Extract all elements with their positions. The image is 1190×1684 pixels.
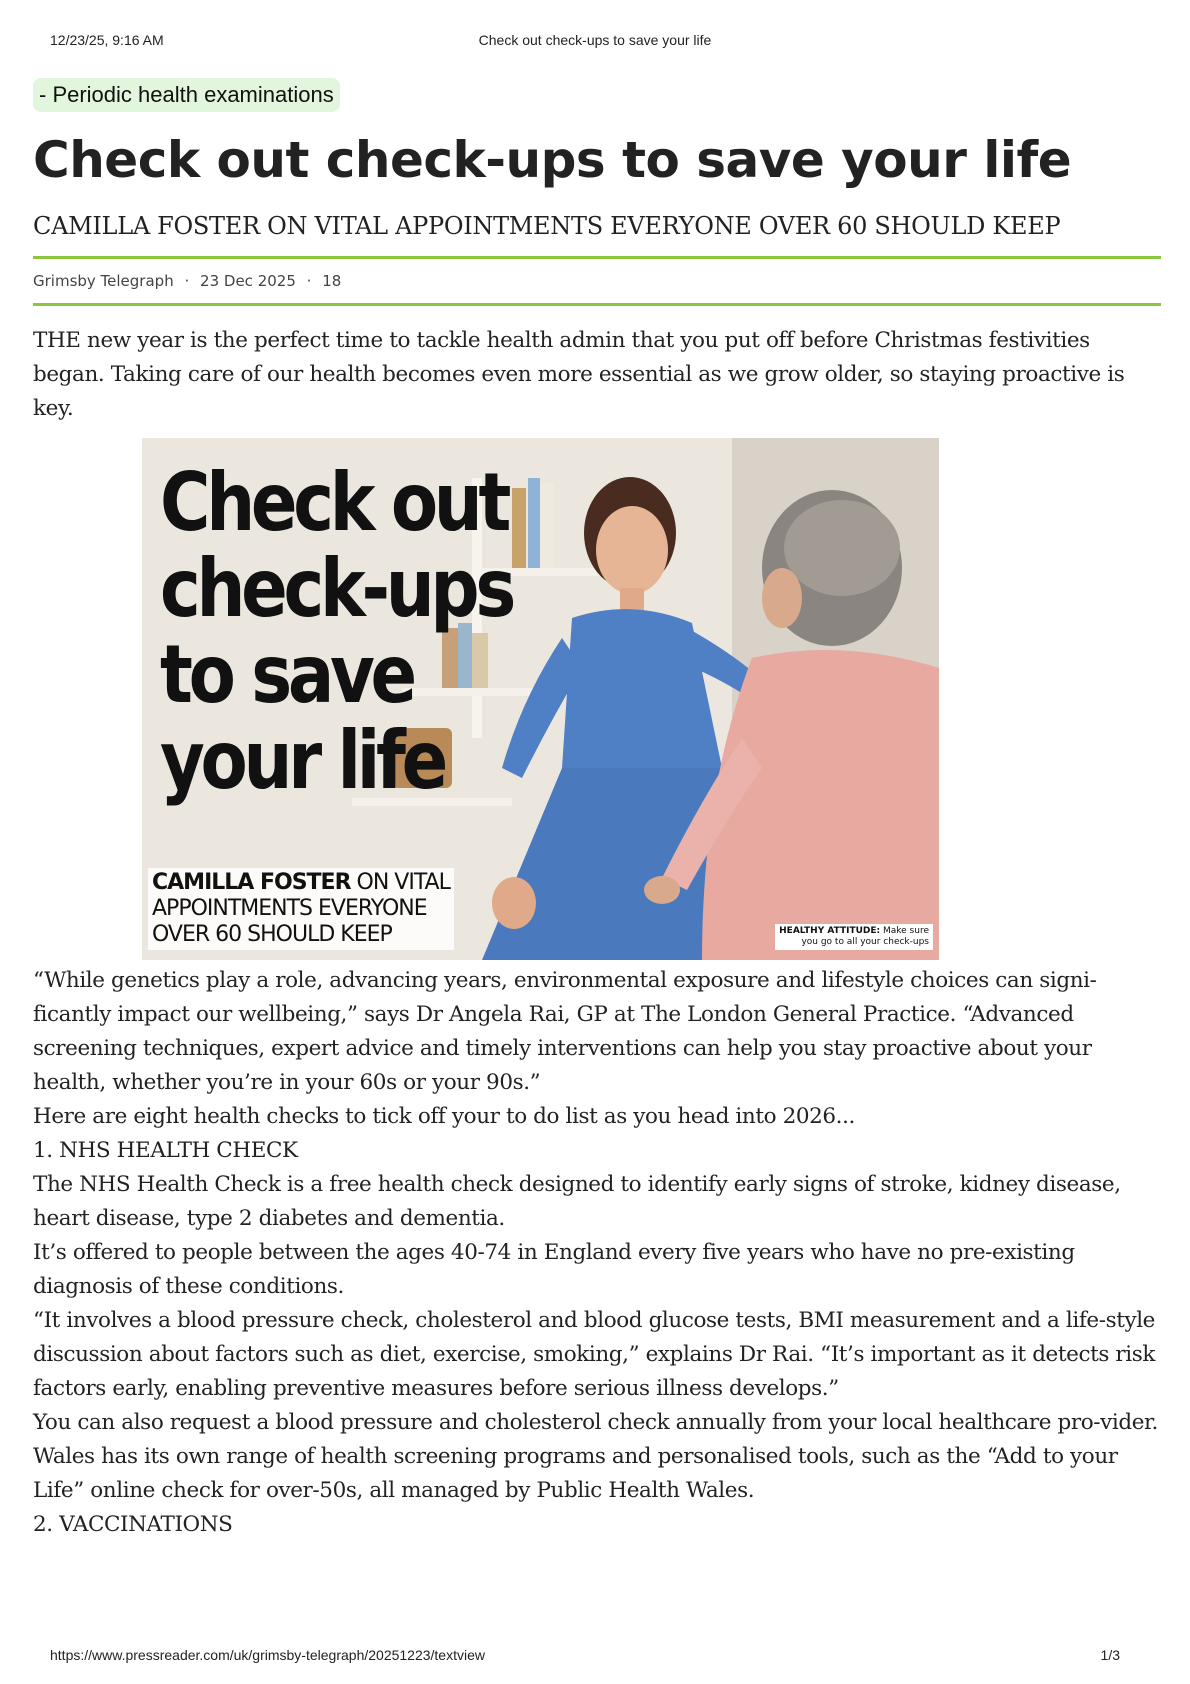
strap-line xyxy=(152,870,450,896)
image-headline-line: your life xyxy=(160,714,445,807)
author-name: CAMILLA FOSTER xyxy=(152,870,351,895)
caption-text: Make sure xyxy=(880,926,929,936)
strap-text: ON VITAL xyxy=(350,870,450,895)
body-paragraph: Wales has its own range of health screening programs and personalised tools, such as the “Add to your Life” online check for over-50s, all managed by Public Health Wales. xyxy=(33,1444,1118,1503)
divider-bottom xyxy=(33,303,1161,306)
section-heading: 1. NHS HEALTH CHECK xyxy=(33,1138,298,1163)
strap-line: OVER 60 SHOULD KEEP xyxy=(152,922,392,947)
page-number: 18 xyxy=(322,272,342,290)
image-headline-line: to save xyxy=(160,628,413,721)
image-headline-line: Check out xyxy=(160,456,508,549)
print-url[interactable]: https://www.pressreader.com/uk/grimsby-telegraph/20251223/textview xyxy=(50,1647,485,1663)
caption-text: you go to all your check-ups xyxy=(801,937,929,947)
headline: Check out check-ups to save your life xyxy=(33,131,1072,189)
image-headline xyxy=(160,456,512,807)
strap-line: APPOINTMENTS EVERYONE xyxy=(152,896,427,921)
article-meta xyxy=(33,259,1161,303)
body-paragraph: “While genetics play a role, advancing years, environmental exposure and lifestyle choices can signi-ficantly impact our wellbeing,” says Dr Angela Rai, GP at The London General Practice. “Advanced screening techniques, expert advice and timely interventions can help you stay proactive about your health, whether you’re in your 60s or your 90s.” xyxy=(33,968,1097,1095)
print-page-count: 1/3 xyxy=(1100,1647,1120,1663)
article xyxy=(33,78,1161,1542)
lead-paragraph: THE new year is the perfect time to tackle health admin that you put off before Christmas festivities began. Taking care of our health becomes even more essential as we grow older, so staying proactive is key. xyxy=(33,328,1125,421)
print-page-title: Check out check-ups to save your life xyxy=(478,32,712,48)
image-caption xyxy=(775,924,933,950)
body-paragraph: Here are eight health checks to tick off your to do list as you head into 2026... xyxy=(33,1104,855,1129)
section-heading: 2. VACCINATIONS xyxy=(33,1512,233,1537)
subheadline: CAMILLA FOSTER ON VITAL APPOINTMENTS EVERYONE OVER 60 SHOULD KEEP xyxy=(33,212,1061,240)
image-headline-line: check-ups xyxy=(160,542,512,635)
caption-label: HEALTHY ATTITUDE: xyxy=(779,926,881,936)
body-paragraph: The NHS Health Check is a free health check designed to identify early signs of stroke, kidney disease, heart disease, type 2 diabetes and dementia. xyxy=(33,1172,1121,1231)
article-image[interactable] xyxy=(142,438,939,960)
meta-separator: · xyxy=(306,272,312,290)
topic-tag[interactable]: - Periodic health examinations xyxy=(33,78,340,112)
publication-date: 23 Dec 2025 xyxy=(200,272,296,290)
body-paragraph: It’s offered to people between the ages 40-74 in England every five years who have no pre-existing diagnosis of these conditions. xyxy=(33,1240,1075,1299)
body-paragraph: “It involves a blood pressure check, cholesterol and blood glucose tests, BMI measurement and a life-style discussion about factors such as diet, exercise, smoking,” explains Dr Rai. “It’s important as it detects risk factors early, enabling preventive measures before serious illness develops.” xyxy=(33,1308,1156,1401)
image-strapline xyxy=(148,868,454,950)
print-datetime: 12/23/25, 9:16 AM xyxy=(50,32,164,48)
meta-separator: · xyxy=(184,272,190,290)
body-paragraph: You can also request a blood pressure and cholesterol check annually from your local healthcare pro-vider. xyxy=(33,1410,1158,1435)
publication-name[interactable]: Grimsby Telegraph xyxy=(33,272,174,290)
